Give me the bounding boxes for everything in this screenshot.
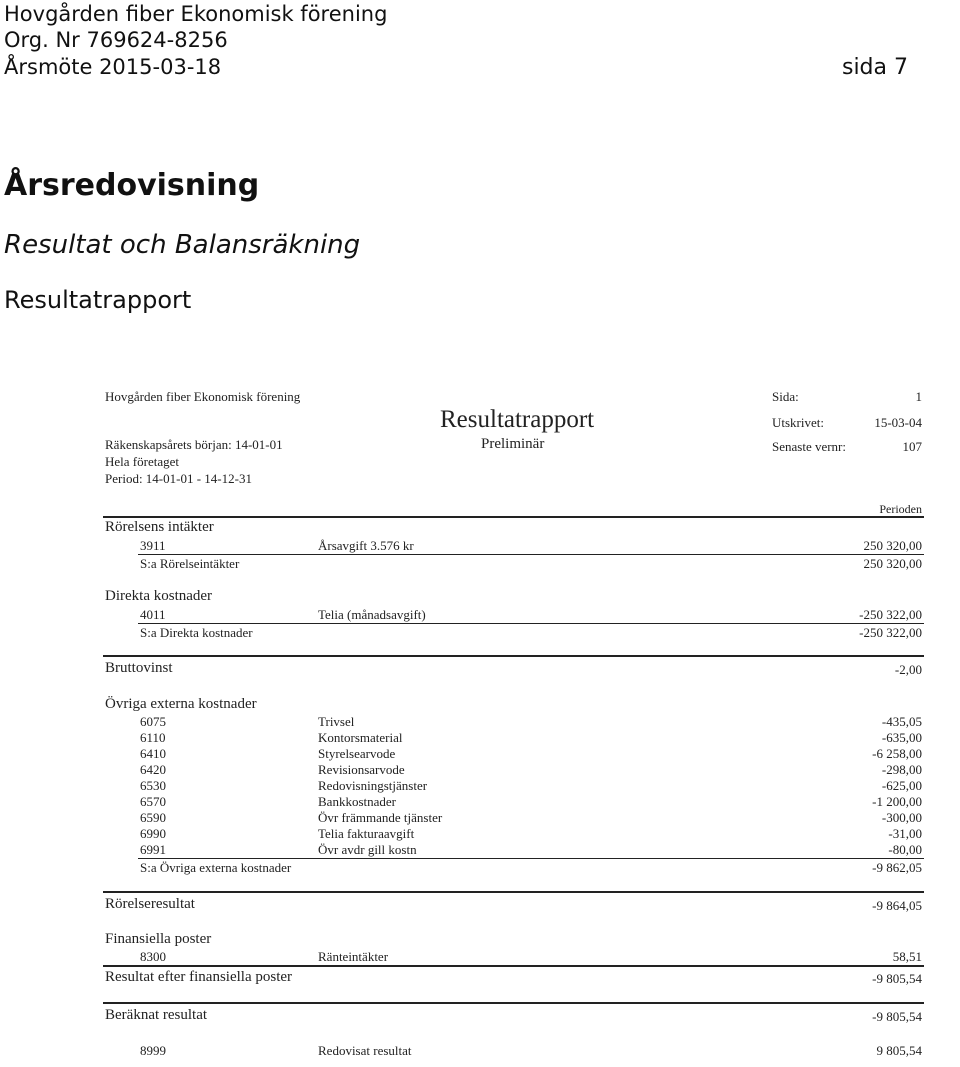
report-period: Period: 14-01-01 - 14-12-31 <box>105 471 252 486</box>
account-amount: -435,05 <box>881 714 922 729</box>
account-amount: -298,00 <box>881 762 922 777</box>
divider <box>138 554 924 555</box>
account-code: 8999 <box>140 1043 166 1058</box>
divider <box>103 891 924 893</box>
divider <box>103 1002 924 1004</box>
meta-page-label: Sida: <box>772 389 799 404</box>
header-org-number: Org. Nr 769624-8256 <box>4 28 228 52</box>
group-title-other-costs: Övriga externa kostnader <box>105 696 257 712</box>
account-code: 3911 <box>140 538 166 553</box>
calculated-result-label: Beräknat resultat <box>105 1007 208 1023</box>
account-name: Redovisningstjänster <box>318 778 428 793</box>
report-title: Resultatrapport <box>440 406 595 433</box>
meta-vernr-label: Senaste vernr: <box>772 439 847 454</box>
header-meeting-date: Årsmöte 2015-03-18 <box>4 55 222 79</box>
account-name: Bankkostnader <box>318 794 396 809</box>
account-amount: -1 200,00 <box>872 794 922 809</box>
gross-profit-amount: -2,00 <box>894 662 922 677</box>
account-amount: -625,00 <box>881 778 922 793</box>
account-name: Övr avdr gill kostn <box>318 842 417 857</box>
divider <box>138 623 924 624</box>
account-code: 6110 <box>140 730 166 745</box>
account-code: 6590 <box>140 810 166 825</box>
account-amount: -80,00 <box>888 842 922 857</box>
sum-label-income: S:a Rörelseintäkter <box>140 556 240 571</box>
page-title: Årsredovisning <box>4 168 260 203</box>
account-amount: 9 805,54 <box>876 1043 922 1058</box>
header-association-name: Hovgården fiber Ekonomisk förening <box>4 2 388 26</box>
meta-printed-label: Utskrivet: <box>772 415 824 430</box>
account-name: Årsavgift 3.576 kr <box>318 538 414 553</box>
scanned-report <box>0 380 960 1067</box>
group-title-direct-costs: Direkta kostnader <box>105 588 213 604</box>
page-subtitle: Resultat och Balansräkning <box>4 230 361 260</box>
account-code: 6990 <box>140 826 166 841</box>
report-subtitle: Preliminär <box>481 436 545 452</box>
account-code: 8300 <box>140 949 166 964</box>
report-company: Hovgården fiber Ekonomisk förening <box>105 389 301 404</box>
divider <box>103 965 924 967</box>
operating-result-amount: -9 864,05 <box>872 898 922 913</box>
account-amount: -635,00 <box>881 730 922 745</box>
account-amount: -6 258,00 <box>872 746 922 761</box>
account-code: 6530 <box>140 778 166 793</box>
group-title-financial: Finansiella poster <box>105 931 212 947</box>
account-amount: 250 320,00 <box>863 538 922 553</box>
account-name: Ränteintäkter <box>318 949 389 964</box>
sum-amount-income: 250 320,00 <box>863 556 922 571</box>
result-after-financial-amount: -9 805,54 <box>872 971 922 986</box>
sum-label-direct-costs: S:a Direkta kostnader <box>140 625 253 640</box>
account-name: Kontorsmaterial <box>318 730 403 745</box>
account-name: Revisionsarvode <box>318 762 405 777</box>
account-name: Redovisat resultat <box>318 1043 412 1058</box>
account-code: 6075 <box>140 714 166 729</box>
meta-vernr-value: 107 <box>902 439 922 454</box>
account-code: 6410 <box>140 746 166 761</box>
calculated-result-amount: -9 805,54 <box>872 1009 922 1024</box>
section-title: Resultatrapport <box>4 286 192 314</box>
account-amount: -250 322,00 <box>859 607 922 622</box>
account-name: Telia fakturaavgift <box>318 826 415 841</box>
account-amount: -31,00 <box>888 826 922 841</box>
account-amount: 58,51 <box>892 949 922 964</box>
account-code: 6991 <box>140 842 166 857</box>
gross-profit-label: Bruttovinst <box>105 660 173 676</box>
divider <box>103 516 924 518</box>
sum-label-other-costs: S:a Övriga externa kostnader <box>140 860 292 875</box>
group-title-income: Rörelsens intäkter <box>105 519 214 535</box>
meta-printed-value: 15-03-04 <box>874 415 922 430</box>
operating-result-label: Rörelseresultat <box>105 896 195 912</box>
account-code: 4011 <box>140 607 166 622</box>
meta-page-value: 1 <box>915 389 922 404</box>
sum-amount-other-costs: -9 862,05 <box>872 860 922 875</box>
account-name: Trivsel <box>318 714 355 729</box>
account-name: Telia (månadsavgift) <box>318 607 426 622</box>
sum-amount-direct-costs: -250 322,00 <box>859 625 922 640</box>
report-scope: Hela företaget <box>105 454 179 469</box>
column-header: Perioden <box>879 502 922 516</box>
fiscal-year-start: Räkenskapsårets början: 14-01-01 <box>105 437 283 452</box>
account-code: 6570 <box>140 794 166 809</box>
page-number: sida 7 <box>841 55 908 80</box>
account-amount: -300,00 <box>881 810 922 825</box>
divider <box>138 858 924 859</box>
account-name: Övr främmande tjänster <box>318 810 443 825</box>
result-after-financial-label: Resultat efter finansiella poster <box>105 969 293 985</box>
account-name: Styrelsearvode <box>318 746 396 761</box>
account-code: 6420 <box>140 762 166 777</box>
divider <box>103 655 924 657</box>
